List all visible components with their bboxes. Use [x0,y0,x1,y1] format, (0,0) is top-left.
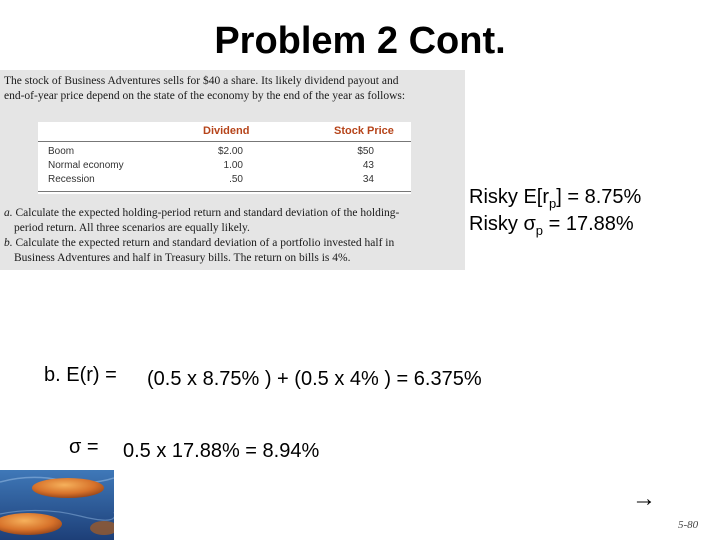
risky-expected-return [469,186,641,211]
page-number: 5-80 [678,519,699,531]
problem-image [0,70,465,270]
part-b-label: b. [4,237,13,249]
part-b-line [4,236,394,251]
problem-intro-line: The stock of Business Adventures sells for $40 a share. Its likely dividend payout and [4,75,399,87]
solution-sd-label: σ = [69,436,99,458]
part-b-line: Business Adventures and half in Treasury bills. The return on bills is 4%. [14,252,351,264]
part-a-label: a. [4,207,13,219]
risky-std-dev [469,213,634,238]
risky-er-subscript: p [549,196,557,211]
table-rule [38,191,411,192]
table-cell-dividend: .50 [229,174,243,185]
table-header-stock-price: Stock Price [334,125,394,137]
table-cell-state: Normal economy [48,160,124,171]
part-b-text: Calculate the expected return and standard deviation of a portfolio invested half in [15,237,395,249]
table-header-dividend: Dividend [203,125,250,137]
risky-er-value: ] = 8.75% [556,186,642,208]
table-cell-dividend: $2.00 [217,146,243,157]
problem-intro-line: end-of-year price depend on the state of the economy by the end of the year as follows: [4,90,406,102]
solution-er-expression: (0.5 x 8.75% ) + (0.5 x 4% ) = 6.375% [147,368,482,390]
sigma-symbol: σ [523,213,536,235]
table-rule [38,141,411,142]
solution-er-label: b. E(r) = [44,364,117,386]
risky-sd-prefix: Risky [469,213,524,235]
risky-er-prefix: Risky E[r [469,186,549,208]
solution-sd-expression: 0.5 x 17.88% = 8.94% [123,440,320,462]
table-cell-dividend: 1.00 [223,160,243,171]
table-cell-price: $50 [357,146,374,157]
slide-title: Problem 2 Cont. [214,20,506,62]
next-slide-arrow[interactable]: → [632,485,656,512]
problem-table [38,122,411,194]
table-cell-price: 34 [362,174,374,185]
part-a-text: Calculate the expected holding-period return and standard deviation of the holding- [15,207,400,219]
table-cell-state: Recession [48,174,95,185]
table-cell-price: 43 [362,160,374,171]
risky-sd-subscript: p [535,223,544,238]
table-cell-state: Boom [48,146,75,157]
decorative-stones-image [0,470,114,540]
part-a-line [4,206,399,221]
risky-sd-value: = 17.88% [543,213,634,235]
stone-shape [32,478,104,498]
part-a-line: period return. All three scenarios are equally likely. [14,222,250,234]
